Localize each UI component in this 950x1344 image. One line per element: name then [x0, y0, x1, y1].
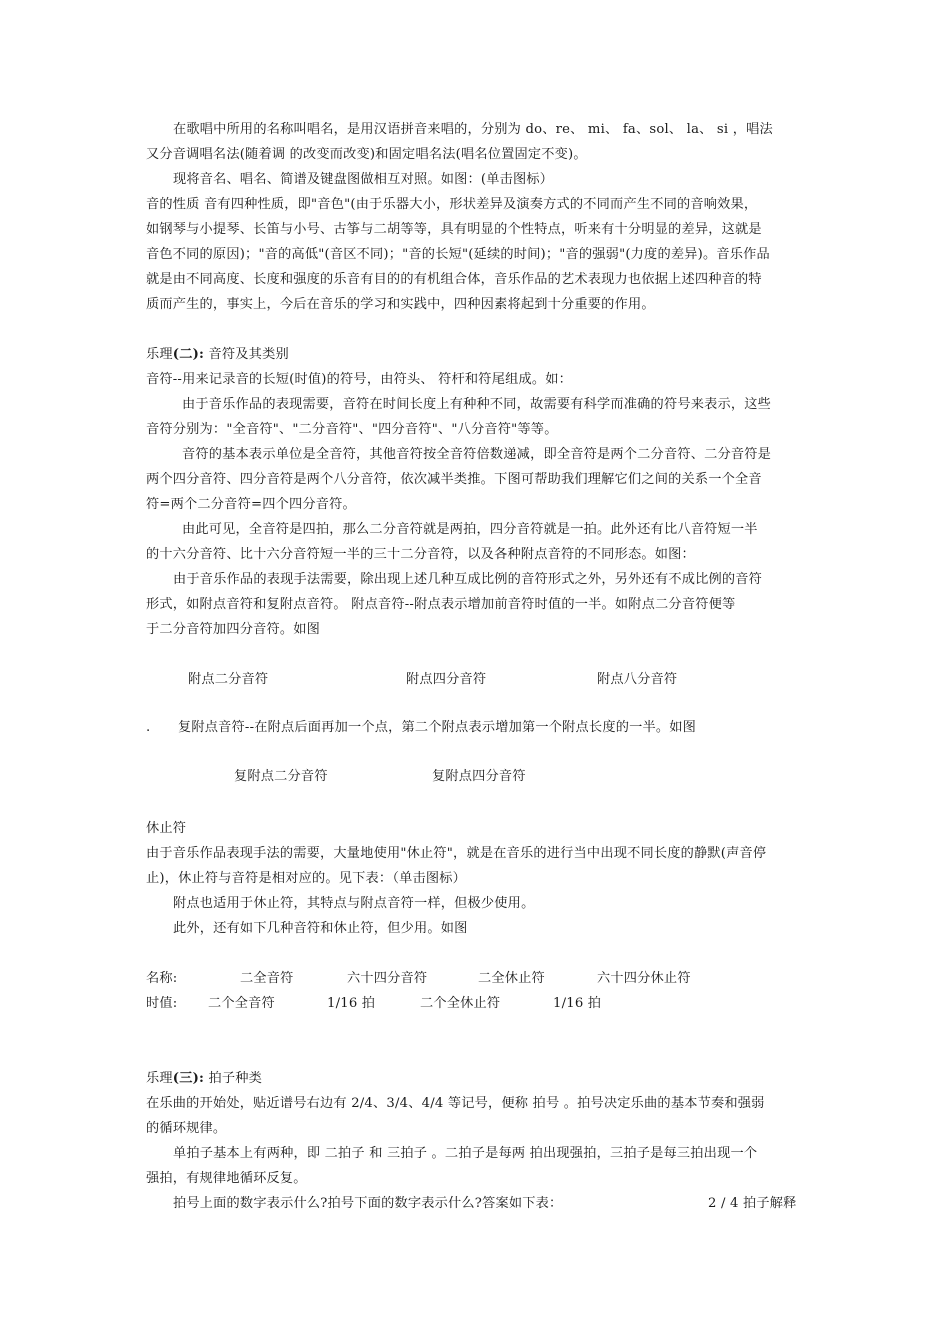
- paragraph-line: 就是由不同高度、长度和强度的乐音有目的的有机组合体，音乐作品的艺术表现力也依据上述四种音的特: [146, 272, 762, 287]
- paragraph-line: 质而产生的，事实上，今后在音乐的学习和实践中，四种因素将起到十分重要的作用。: [146, 297, 655, 312]
- paragraph-line: 复附点音符--在附点后面再加一个点，第二个附点表示增加第一个附点长度的一半。如图: [178, 720, 697, 735]
- paragraph-line: 音符--用来记录音的长短(时值)的符号，由符头、 符杆和符尾组成。如：: [146, 372, 573, 387]
- table-label-value: 时值:: [146, 996, 178, 1011]
- paragraph-line: 符=两个二分音符=四个四分音符。: [146, 497, 356, 512]
- paragraph-line: 在乐曲的开始处，贴近谱号右边有 2/4、3/4、4/4 等记号，便称 拍号 。拍号决定乐曲的基本节奏和强弱: [146, 1096, 765, 1111]
- paragraph-line-right: 2 / 4 拍子解释: [708, 1196, 797, 1211]
- section-heading-prefix: 乐理: [146, 347, 173, 362]
- paragraph-line: 此外，还有如下几种音符和休止符，但少用。如图: [173, 921, 468, 936]
- paragraph-line: 由此可见，全音符是四拍，那么二分音符就是两拍，四分音符就是一拍。此外还有比八音符短一半: [182, 522, 758, 537]
- bullet-dot: .: [146, 720, 151, 735]
- section-heading: [146, 1070, 262, 1088]
- paragraph-line: 形式，如附点音符和复附点音符。 附点音符--附点表示增加前音符时值的一半。如附点二分音符便等: [146, 597, 736, 612]
- figure-caption: 复附点四分音符: [432, 769, 526, 784]
- table-cell: 二个全音符: [208, 996, 275, 1011]
- table-cell: 六十四分音符: [347, 971, 428, 986]
- paragraph-line: 现将音名、唱名、简谱及键盘图做相互对照。如图：(单击图标）: [173, 172, 554, 187]
- figure-caption: 附点二分音符: [188, 672, 269, 687]
- paragraph-line: 又分音调唱名法(随着调 的改变而改变)和固定唱名法(唱名位置固定不变)。: [146, 147, 587, 162]
- paragraph-line: 由于音乐作品的表现需要，音符在时间长度上有种种不同，故需要有科学而准确的符号来表示，这些: [182, 397, 772, 412]
- table-cell: 1/16 拍: [553, 996, 602, 1011]
- section-heading-title: 拍子种类: [204, 1071, 263, 1086]
- figure-caption: 附点四分音符: [406, 672, 487, 687]
- paragraph-line: 音符分别为："全音符"、"二分音符"、"四分音符"、"八分音符"等等。: [146, 422, 558, 437]
- paragraph-line: 附点也适用于休止符，其特点与附点音符一样，但极少使用。: [173, 896, 535, 911]
- paragraph-line: 音的性质 音有四种性质，即"音色"(由于乐器大小，形状差异及演奏方式的不同而产生不同的音响效果，: [146, 197, 758, 212]
- paragraph-line: 如钢琴与小提琴、长笛与小号、古筝与二胡等等，具有明显的个性特点，听来有十分明显的差异，这就是: [146, 222, 762, 237]
- section-subheading: 休止符: [146, 821, 187, 836]
- paragraph-line: 由于音乐作品的表现手法需要，除出现上述几种互成比例的音符形式之外，另外还有不成比例的音符: [173, 572, 763, 587]
- paragraph-line: 由于音乐作品表现手法的需要，大量地使用"休止符"，就是在音乐的进行当中出现不同长度的静默(声音停: [146, 846, 767, 861]
- paragraph-line: 拍号上面的数字表示什么?拍号下面的数字表示什么?答案如下表：: [173, 1196, 563, 1211]
- paragraph-line: 两个四分音符、四分音符是两个八分音符，依次减半类推。下图可帮助我们理解它们之间的关系一个全音: [146, 472, 762, 487]
- paragraph-line: 于二分音符加四分音符。如图: [146, 622, 321, 637]
- figure-caption: 复附点二分音符: [234, 769, 328, 784]
- paragraph-line: 的循环规律。: [146, 1121, 227, 1136]
- section-heading-prefix: 乐理: [146, 1071, 173, 1086]
- table-cell: 六十四分休止符: [597, 971, 691, 986]
- table-label-name: 名称:: [146, 971, 178, 986]
- section-heading-title: 音符及其类别: [204, 347, 289, 362]
- paragraph-line: 音符的基本表示单位是全音符，其他音符按全音符倍数递减，即全音符是两个二分音符、二分音符是: [182, 447, 772, 462]
- paragraph-line: 音色不同的原因)；"音的高低"(音区不同)；"音的长短"(延续的时间)；"音的强弱"(力度的差异)。音乐作品: [146, 247, 770, 262]
- paragraph-line: 强拍，有规律地循环反复。: [146, 1171, 307, 1186]
- table-cell: 二全休止符: [478, 971, 545, 986]
- table-cell: 1/16 拍: [327, 996, 376, 1011]
- figure-caption: 附点八分音符: [597, 672, 678, 687]
- section-heading: [146, 346, 289, 364]
- section-heading-number: (三):: [172, 1071, 205, 1086]
- table-cell: 二个全休止符: [420, 996, 501, 1011]
- paragraph-line: 在歌唱中所用的名称叫唱名，是用汉语拼音来唱的，分别为 do、re、 mi、 fa、sol、 la、 si ，唱法: [173, 122, 773, 137]
- paragraph-line: 单拍子基本上有两种，即 二拍子 和 三拍子 。二拍子是每两 拍出现强拍，三拍子是每三拍出现一个: [173, 1146, 758, 1161]
- section-heading-number: (二):: [172, 347, 205, 362]
- paragraph-line: 止)，休止符与音符是相对应的。见下表：（单击图标）: [146, 871, 467, 886]
- paragraph-line: 的十六分音符、比十六分音符短一半的三十二分音符，以及各种附点音符的不同形态。如图：: [146, 547, 695, 562]
- table-cell: 二全音符: [240, 971, 294, 986]
